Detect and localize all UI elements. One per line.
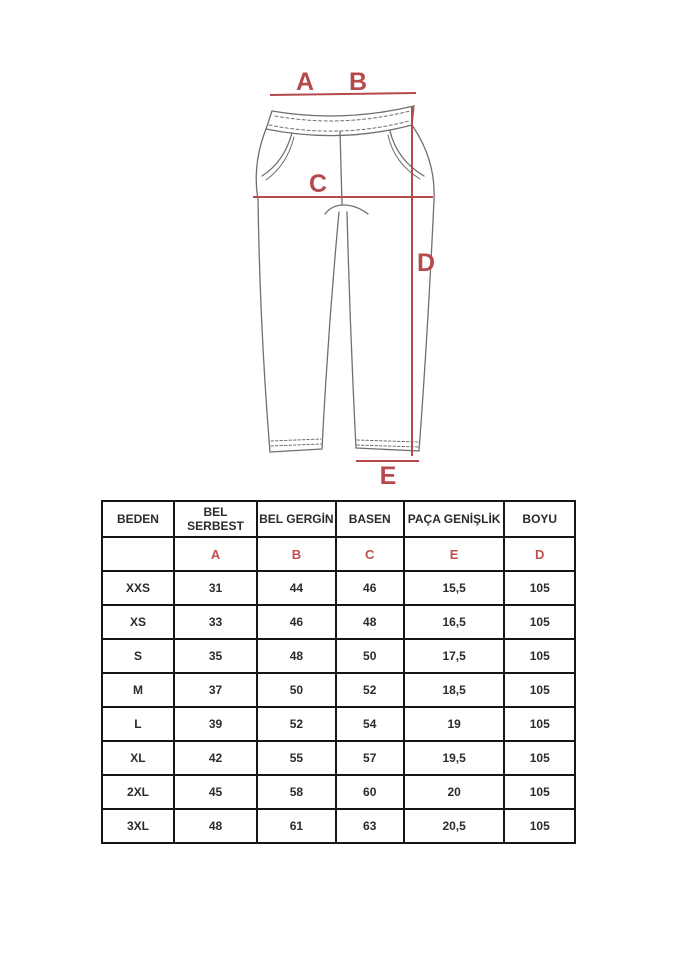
- value-cell: 16,5: [404, 605, 505, 639]
- value-cell: 52: [257, 707, 336, 741]
- letter-cell: [102, 537, 174, 571]
- letter-cell-a: A: [174, 537, 257, 571]
- value-cell: 50: [336, 639, 404, 673]
- table-header-row: [102, 501, 575, 537]
- value-cell: 18,5: [404, 673, 505, 707]
- table-row-2xl: [102, 775, 575, 809]
- header-basen: BASEN: [336, 501, 404, 537]
- value-cell: 48: [336, 605, 404, 639]
- value-cell: 20,5: [404, 809, 505, 843]
- header-bel-serbest: BEL SERBEST: [174, 501, 257, 537]
- value-cell: 46: [336, 571, 404, 605]
- measure-label-a: A: [295, 68, 315, 96]
- value-cell: 54: [336, 707, 404, 741]
- value-cell: 50: [257, 673, 336, 707]
- value-cell: 52: [336, 673, 404, 707]
- header-beden: BEDEN: [102, 501, 174, 537]
- value-cell: 17,5: [404, 639, 505, 673]
- value-cell: 105: [504, 639, 575, 673]
- table-row-s: [102, 639, 575, 673]
- value-cell: 19: [404, 707, 505, 741]
- table-row-m: [102, 673, 575, 707]
- value-cell: 42: [174, 741, 257, 775]
- value-cell: 61: [257, 809, 336, 843]
- letter-cell-b: B: [257, 537, 336, 571]
- value-cell: 44: [257, 571, 336, 605]
- size-cell: 3XL: [102, 809, 174, 843]
- value-cell: 39: [174, 707, 257, 741]
- value-cell: 46: [257, 605, 336, 639]
- letter-cell-e: E: [404, 537, 505, 571]
- measure-label-e: E: [379, 462, 397, 490]
- value-cell: 63: [336, 809, 404, 843]
- value-cell: 58: [257, 775, 336, 809]
- size-cell: 2XL: [102, 775, 174, 809]
- letter-cell-c: C: [336, 537, 404, 571]
- measure-label-d: D: [417, 249, 436, 277]
- value-cell: 35: [174, 639, 257, 673]
- value-cell: 19,5: [404, 741, 505, 775]
- value-cell: 105: [504, 605, 575, 639]
- value-cell: 105: [504, 707, 575, 741]
- measure-line-waist: [270, 93, 416, 95]
- table-row-xxs: [102, 571, 575, 605]
- size-cell: XXS: [102, 571, 174, 605]
- measure-label-c: C: [308, 170, 328, 198]
- size-cell: XL: [102, 741, 174, 775]
- table-row-xs: [102, 605, 575, 639]
- value-cell: 105: [504, 571, 575, 605]
- size-cell: XS: [102, 605, 174, 639]
- size-table: [101, 500, 576, 844]
- value-cell: 105: [504, 775, 575, 809]
- value-cell: 15,5: [404, 571, 505, 605]
- header-boyu: BOYU: [504, 501, 575, 537]
- header-paca-genislik: PAÇA GENİŞLİK: [404, 501, 505, 537]
- table-row-l: [102, 707, 575, 741]
- size-cell: L: [102, 707, 174, 741]
- value-cell: 45: [174, 775, 257, 809]
- table-letter-row: [102, 537, 575, 571]
- value-cell: 37: [174, 673, 257, 707]
- size-cell: M: [102, 673, 174, 707]
- value-cell: 105: [504, 809, 575, 843]
- value-cell: 105: [504, 673, 575, 707]
- value-cell: 60: [336, 775, 404, 809]
- value-cell: 31: [174, 571, 257, 605]
- measurement-lines: [253, 93, 436, 461]
- value-cell: 55: [257, 741, 336, 775]
- size-cell: S: [102, 639, 174, 673]
- value-cell: 20: [404, 775, 505, 809]
- pants-outline: [256, 106, 434, 452]
- value-cell: 105: [504, 741, 575, 775]
- letter-cell-d: D: [504, 537, 575, 571]
- value-cell: 48: [174, 809, 257, 843]
- value-cell: 57: [336, 741, 404, 775]
- table-row-3xl: [102, 809, 575, 843]
- table-row-xl: [102, 741, 575, 775]
- value-cell: 48: [257, 639, 336, 673]
- header-bel-gergin: BEL GERGİN: [257, 501, 336, 537]
- measure-label-b: B: [348, 68, 368, 96]
- value-cell: 33: [174, 605, 257, 639]
